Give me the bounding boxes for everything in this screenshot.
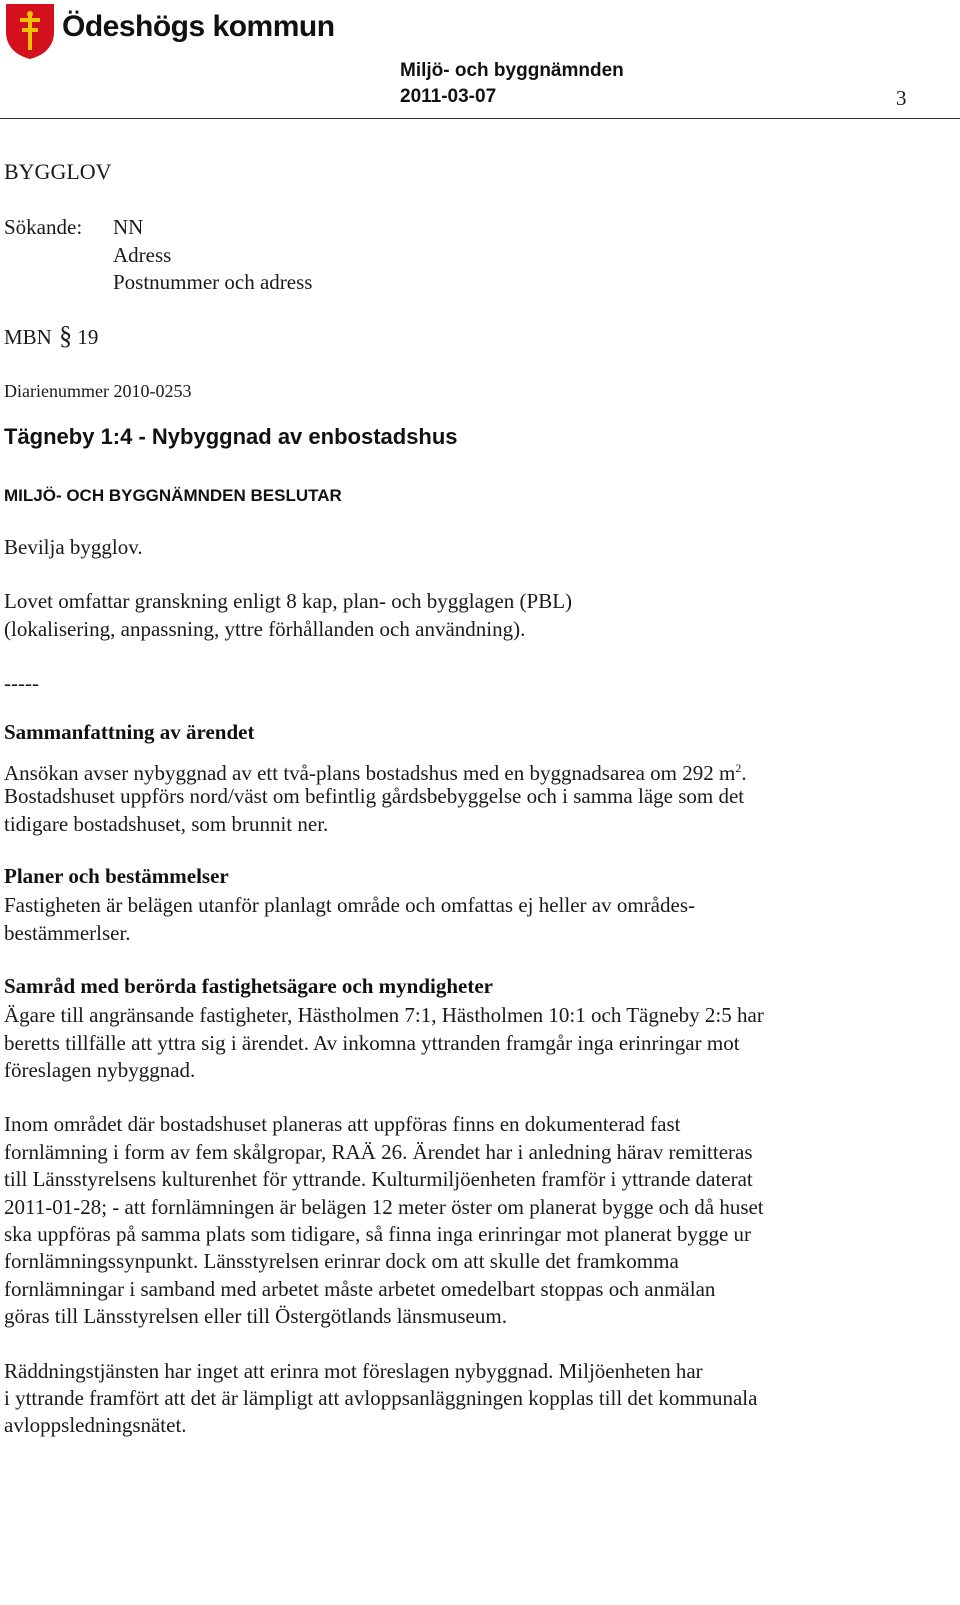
- applicant-address: Adress: [113, 243, 172, 267]
- header-divider: [0, 118, 960, 119]
- board-name: Miljö- och byggnämnden: [400, 60, 624, 81]
- consultation-p2-line7: fornlämningar i samband med arbetet måste arbetet omedelbart stoppas och anmälan: [4, 1277, 716, 1301]
- consultation-p1-line1: Ägare till angränsande fastigheter, Hästholmen 7:1, Hästholmen 10:1 och Tägneby 2:5 har: [4, 1003, 764, 1027]
- plans-line1: Fastigheten är belägen utanför planlagt område och omfattas ej heller av områdes-: [4, 893, 695, 917]
- decision-text: Bevilja bygglov.: [4, 535, 143, 559]
- consultation-p1-line3: föreslagen nybyggnad.: [4, 1058, 196, 1082]
- section-sign: §: [59, 321, 73, 350]
- summary-line2: Bostadshuset uppförs nord/väst om befintlig gårdsbebyggelse och i samma läge som det: [4, 784, 745, 808]
- consultation-p2-line4: 2011-01-28; - att fornlämningen är belägen 12 meter öster om planerat bygge och då huset: [4, 1195, 764, 1219]
- applicant-postal: Postnummer och adress: [113, 270, 313, 294]
- separator: -----: [4, 671, 39, 695]
- page-number: 3: [896, 86, 907, 110]
- summary-heading: Sammanfattning av ärendet: [4, 720, 255, 744]
- consultation-p1-line2: beretts tillfälle att yttra sig i ärendet. Av inkomna yttranden framgår inga erinringar mot: [4, 1031, 740, 1055]
- diary-number: 2010-0253: [113, 381, 192, 401]
- consultation-p3-line1: Räddningstjänsten har inget att erinra mot föreslagen nybyggnad. Miljöenheten har: [4, 1359, 703, 1383]
- plans-heading: Planer och bestämmelser: [4, 864, 229, 888]
- decision-scope-line1: Lovet omfattar granskning enligt 8 kap, plan- och bygglagen (PBL): [4, 589, 573, 613]
- section-number: 19: [77, 325, 99, 349]
- consultation-heading: Samråd med berörda fastighetsägare och myndigheter: [4, 974, 493, 998]
- consultation-p3-line3: avloppsledningsnätet.: [4, 1413, 187, 1437]
- consultation-p2-line5: ska uppföras på samma plats som tidigare, så finna inga erinringar mot planerat bygge ur: [4, 1222, 752, 1246]
- municipal-coat-of-arms-icon: [4, 2, 56, 60]
- meeting-date: 2011-03-07: [400, 86, 497, 107]
- summary-text: Ansökan avser nybyggnad av ett två-plans bostadshus med en byggnadsarea om 292 m: [4, 761, 736, 785]
- case-category: BYGGLOV: [4, 159, 112, 184]
- consultation-p2-line6: fornlämningssynpunkt. Länsstyrelsen erinrar dock om att skulle det framkomma: [4, 1249, 679, 1273]
- applicant-label: Sökande:: [4, 215, 83, 239]
- municipality-name: Ödeshögs kommun: [62, 10, 335, 43]
- case-title: Tägneby 1:4 - Nybyggnad av enbostadshus: [4, 424, 458, 449]
- consultation-p2-line2: fornlämning i form av fem skålgropar, RAÄ 26. Ärendet har i anledning härav remitteras: [4, 1140, 753, 1164]
- summary-line3: tidigare bostadshuset, som brunnit ner.: [4, 812, 329, 836]
- decision-heading: MILJÖ- OCH BYGGNÄMNDEN BESLUTAR: [4, 486, 342, 505]
- consultation-p2-line3: till Länsstyrelsens kulturenhet för yttrande. Kulturmiljöenheten framför i yttrande daterat: [4, 1167, 753, 1191]
- reference-label: MBN: [4, 325, 52, 349]
- consultation-p2-line1: Inom området där bostadshuset planeras att uppföras finns en dokumenterad fast: [4, 1112, 681, 1136]
- superscript-2: 2: [735, 761, 742, 775]
- case-reference: [4, 322, 98, 351]
- plans-line2: bestämmerlser.: [4, 921, 131, 945]
- diary-label: Diarienummer: [4, 381, 109, 401]
- consultation-p2-line8: göras till Länsstyrelsen eller till Östergötlands länsmuseum.: [4, 1304, 507, 1328]
- decision-scope-line2: (lokalisering, anpassning, yttre förhållanden och användning).: [4, 617, 526, 641]
- consultation-p3-line2: i yttrande framfört att det är lämpligt att avloppsanläggningen kopplas till det kommunala: [4, 1386, 758, 1410]
- summary-period: .: [741, 761, 747, 785]
- applicant-name: NN: [113, 215, 144, 239]
- diary-reference: [4, 377, 191, 405]
